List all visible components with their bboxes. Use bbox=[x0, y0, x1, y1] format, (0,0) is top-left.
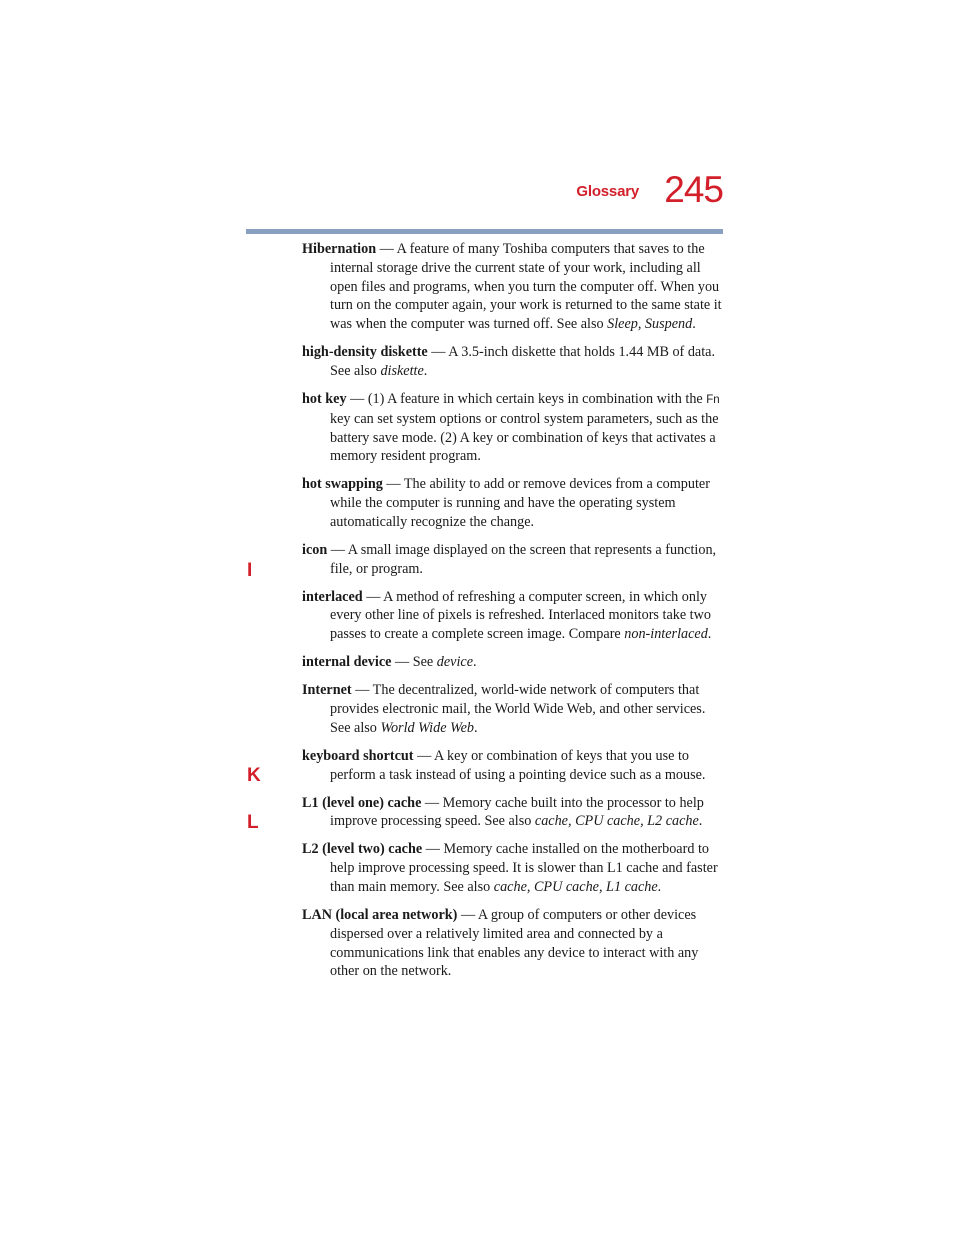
entry-cross-reference: non-interlaced bbox=[624, 626, 708, 643]
glossary-entry-hot-key bbox=[302, 390, 722, 466]
entry-definition: — A method of refreshing a computer screen, in which only every other line of pixels is refreshed. Interlaced monitors take two passes to create a complete screen image. Compare bbox=[330, 588, 711, 643]
glossary-entry-l2-cache bbox=[302, 840, 722, 896]
entry-cross-reference: diskette bbox=[380, 362, 424, 379]
entry-end: . bbox=[473, 719, 478, 736]
entry-definition: — A key or combination of keys that you use to perform a task instead of using a pointing device such as a mouse. bbox=[330, 747, 706, 783]
glossary-entry-l1-cache bbox=[302, 794, 722, 832]
entry-definition: — Memory cache built into the processor to help improve processing speed. See also bbox=[330, 794, 704, 830]
page-number: 245 bbox=[664, 169, 723, 210]
entry-cross-reference: cache, CPU cache, L1 cache bbox=[493, 878, 658, 895]
header-rule bbox=[246, 229, 723, 234]
entry-cross-reference: World Wide Web bbox=[380, 719, 474, 736]
fn-key-label: Fn bbox=[706, 393, 720, 406]
entry-end: . bbox=[657, 878, 662, 895]
glossary-entry-keyboard-shortcut bbox=[302, 747, 722, 785]
entry-term: Internet bbox=[302, 682, 352, 699]
letter-marker-l: L bbox=[247, 812, 259, 833]
entry-term: high-density diskette bbox=[302, 344, 428, 361]
entry-term: interlaced bbox=[302, 588, 363, 605]
entry-end: . bbox=[707, 626, 712, 643]
entry-definition: — Memory cache installed on the motherboard to help improve processing speed. It is slower than L1 cache and faster than main memory. See also bbox=[330, 841, 718, 895]
glossary-entry-high-density-diskette bbox=[302, 343, 722, 381]
entry-term: internal device bbox=[302, 654, 392, 671]
glossary-list bbox=[302, 240, 722, 990]
entry-end: . bbox=[473, 654, 477, 671]
glossary-entry-internet bbox=[302, 681, 722, 737]
entry-definition: — A 3.5-inch diskette that holds 1.44 MB of data. See also bbox=[330, 344, 716, 379]
entry-cross-reference: device bbox=[436, 654, 474, 671]
glossary-entry-internal-device bbox=[302, 653, 722, 672]
entry-definition: — The decentralized, world-wide network of computers that provides electronic mail, the World Wide Web, and other services. See also bbox=[330, 682, 706, 736]
entry-definition: — See bbox=[391, 654, 437, 671]
entry-term: icon bbox=[302, 541, 328, 558]
entry-definition-continued: key can set system options or control system parameters, such as the battery save mode. (2) A key or combination of keys that activates a memory resident program. bbox=[330, 410, 719, 465]
glossary-entry-hot-swapping bbox=[302, 475, 722, 531]
entry-definition: — The ability to add or remove devices from a computer while the computer is running and have the operating system automatically recognize the change. bbox=[330, 476, 710, 530]
entry-definition: — (1) A feature in which certain keys in combination with the bbox=[346, 390, 707, 407]
entry-term: hot swapping bbox=[302, 476, 383, 493]
glossary-entry-hibernation bbox=[302, 240, 722, 334]
entry-definition: — A feature of many Toshiba computers that saves to the internal storage drive the current state of your work, including all open files and programs, when you turn the computer off. When you turn on the computer again, your work is returned to the same state it was when the computer was turned off. See also bbox=[330, 241, 722, 333]
entry-term: keyboard shortcut bbox=[302, 747, 414, 764]
entry-term: LAN (local area network) bbox=[302, 906, 458, 923]
glossary-entry-icon bbox=[302, 541, 722, 579]
entry-term: L2 (level two) cache bbox=[302, 841, 423, 858]
entry-end: . bbox=[692, 316, 696, 333]
entry-cross-reference: cache, CPU cache, L2 cache bbox=[534, 813, 699, 830]
letter-marker-i: I bbox=[247, 560, 253, 581]
entry-definition: — A small image displayed on the screen that represents a function, file, or program. bbox=[327, 541, 717, 577]
glossary-entry-lan bbox=[302, 906, 722, 981]
entry-term: Hibernation bbox=[302, 241, 377, 257]
glossary-entry-interlaced bbox=[302, 588, 722, 644]
entry-term: L1 (level one) cache bbox=[302, 794, 422, 811]
entry-term: hot key bbox=[302, 390, 347, 407]
entry-definition: — A group of computers or other devices dispersed over a relatively limited area and connected by a communications link that enables any device to interact with any other on the network. bbox=[330, 906, 699, 980]
entry-end: . bbox=[698, 813, 703, 830]
letter-marker-k: K bbox=[247, 765, 261, 786]
section-title: Glossary bbox=[576, 183, 639, 200]
entry-end: . bbox=[423, 362, 428, 379]
entry-cross-reference: Sleep, Suspend bbox=[607, 316, 693, 333]
